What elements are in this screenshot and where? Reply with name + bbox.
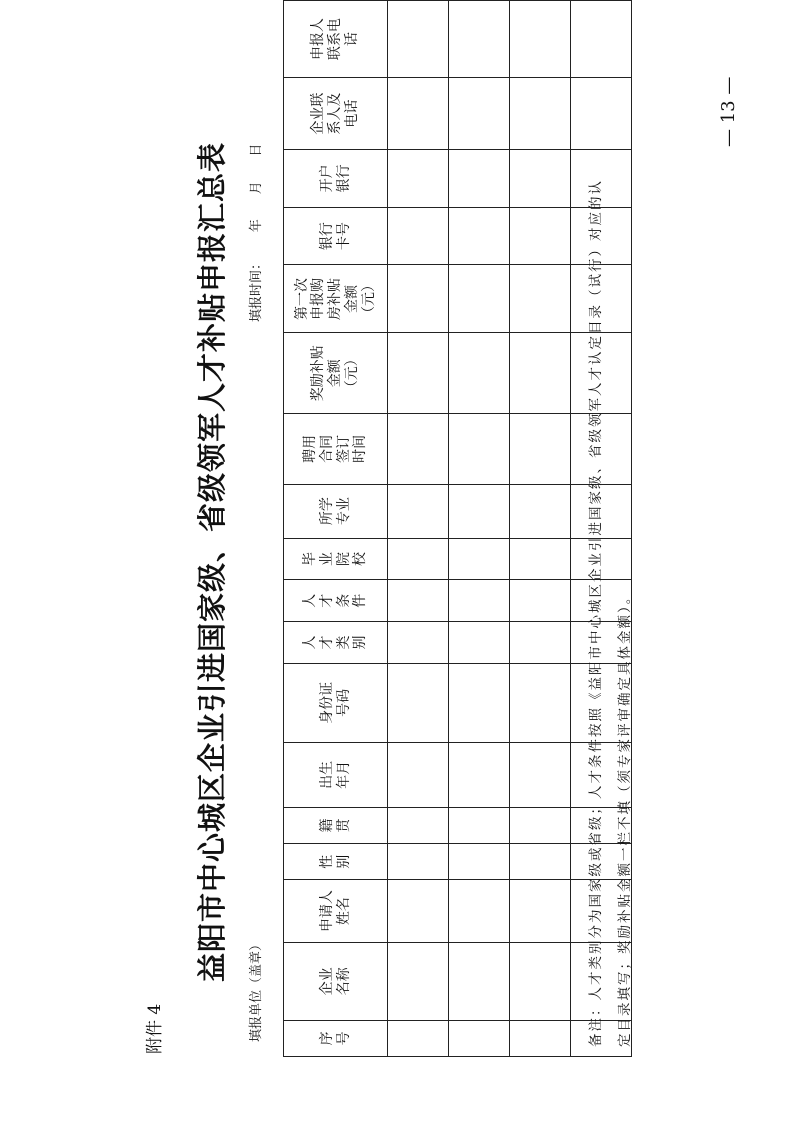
table-cell xyxy=(449,150,510,208)
table-cell xyxy=(449,78,510,150)
table-cell xyxy=(388,265,449,333)
table-header-row xyxy=(284,1,388,1057)
table-cell xyxy=(510,844,571,880)
table-cell xyxy=(388,78,449,150)
table-cell xyxy=(510,484,571,538)
column-header: 申请人姓名 xyxy=(284,880,388,943)
table-cell xyxy=(449,265,510,333)
column-header: 人才条件 xyxy=(284,580,388,622)
table-cell xyxy=(510,1,571,78)
reporting-unit-label: 填报单位（盖章） xyxy=(249,937,264,1042)
table-cell xyxy=(510,942,571,1020)
table-cell xyxy=(449,484,510,538)
table-cell xyxy=(449,742,510,807)
column-header: 身份证号码 xyxy=(284,663,388,742)
table-cell xyxy=(388,150,449,208)
table-cell xyxy=(449,1020,510,1056)
column-header: 出生年月 xyxy=(284,742,388,807)
table-cell xyxy=(388,1020,449,1056)
table-cell xyxy=(388,333,449,414)
table-cell xyxy=(510,78,571,150)
table-cell xyxy=(510,880,571,943)
column-header: 聘用合同签订时间 xyxy=(284,414,388,485)
table-row xyxy=(449,1,510,1057)
table-cell xyxy=(510,1020,571,1056)
table-cell xyxy=(449,942,510,1020)
reporting-date-label: 填报时间： 年 月 日 xyxy=(249,143,264,322)
table-cell xyxy=(510,580,571,622)
table-cell xyxy=(449,333,510,414)
column-header: 奖励补贴金额（元） xyxy=(284,333,388,414)
table-cell xyxy=(510,663,571,742)
column-header: 开户银行 xyxy=(284,150,388,208)
table-cell xyxy=(449,580,510,622)
table-cell xyxy=(510,150,571,208)
table-cell xyxy=(449,880,510,943)
column-header: 籍贯 xyxy=(284,807,388,843)
column-header: 银行卡号 xyxy=(284,207,388,265)
table-cell xyxy=(388,622,449,664)
table-cell xyxy=(510,207,571,265)
column-header: 序号 xyxy=(284,1020,388,1056)
table-cell xyxy=(449,538,510,580)
table-cell xyxy=(510,414,571,485)
annex-label: 附件 4 xyxy=(145,1003,165,1054)
column-header: 所学专业 xyxy=(284,484,388,538)
table-cell xyxy=(449,207,510,265)
remarks-line: 备注：人才类别分为国家级或省级；人才条件按照《益阳市中心城区企业引进国家级、省级领军人才认定目录（试行）对应的认 xyxy=(588,179,604,1047)
table-cell xyxy=(449,414,510,485)
table-cell xyxy=(388,663,449,742)
table-cell xyxy=(449,1,510,78)
remarks-line: 定目录填写；奖励补贴金额一栏不填（须专家评审确定具体金额）。 xyxy=(617,588,633,1047)
table-cell xyxy=(510,265,571,333)
table-cell xyxy=(388,484,449,538)
table-cell xyxy=(388,580,449,622)
table-cell xyxy=(510,742,571,807)
column-header: 企业联系人及电话 xyxy=(284,78,388,150)
column-header: 毕业院校 xyxy=(284,538,388,580)
document-title: 益阳市中心城区企业引进国家级、省级领军人才补贴申报汇总表 xyxy=(195,141,229,982)
column-header: 人才类别 xyxy=(284,622,388,664)
table-cell xyxy=(449,807,510,843)
summary-table xyxy=(283,0,632,1057)
table-cell xyxy=(388,807,449,843)
table-cell xyxy=(388,538,449,580)
table-cell xyxy=(510,333,571,414)
table-cell xyxy=(449,622,510,664)
table-cell xyxy=(510,538,571,580)
page-number: — 13 — xyxy=(718,76,739,147)
column-header: 企业名称 xyxy=(284,942,388,1020)
remarks xyxy=(582,177,640,1047)
column-header: 申报人联系电话 xyxy=(284,1,388,78)
table-cell xyxy=(510,622,571,664)
table-cell xyxy=(388,742,449,807)
table-cell xyxy=(388,1,449,78)
table-cell xyxy=(571,1,632,78)
table-cell xyxy=(449,844,510,880)
table-cell xyxy=(388,880,449,943)
table-cell xyxy=(449,663,510,742)
table-cell xyxy=(510,807,571,843)
table-cell xyxy=(388,207,449,265)
table-cell xyxy=(388,844,449,880)
table-row xyxy=(388,1,449,1057)
column-header: 性别 xyxy=(284,844,388,880)
table-cell xyxy=(388,942,449,1020)
table-cell xyxy=(571,78,632,150)
column-header: 第一次申报购房补贴金额（元） xyxy=(284,265,388,333)
table-cell xyxy=(388,414,449,485)
table-row xyxy=(510,1,571,1057)
